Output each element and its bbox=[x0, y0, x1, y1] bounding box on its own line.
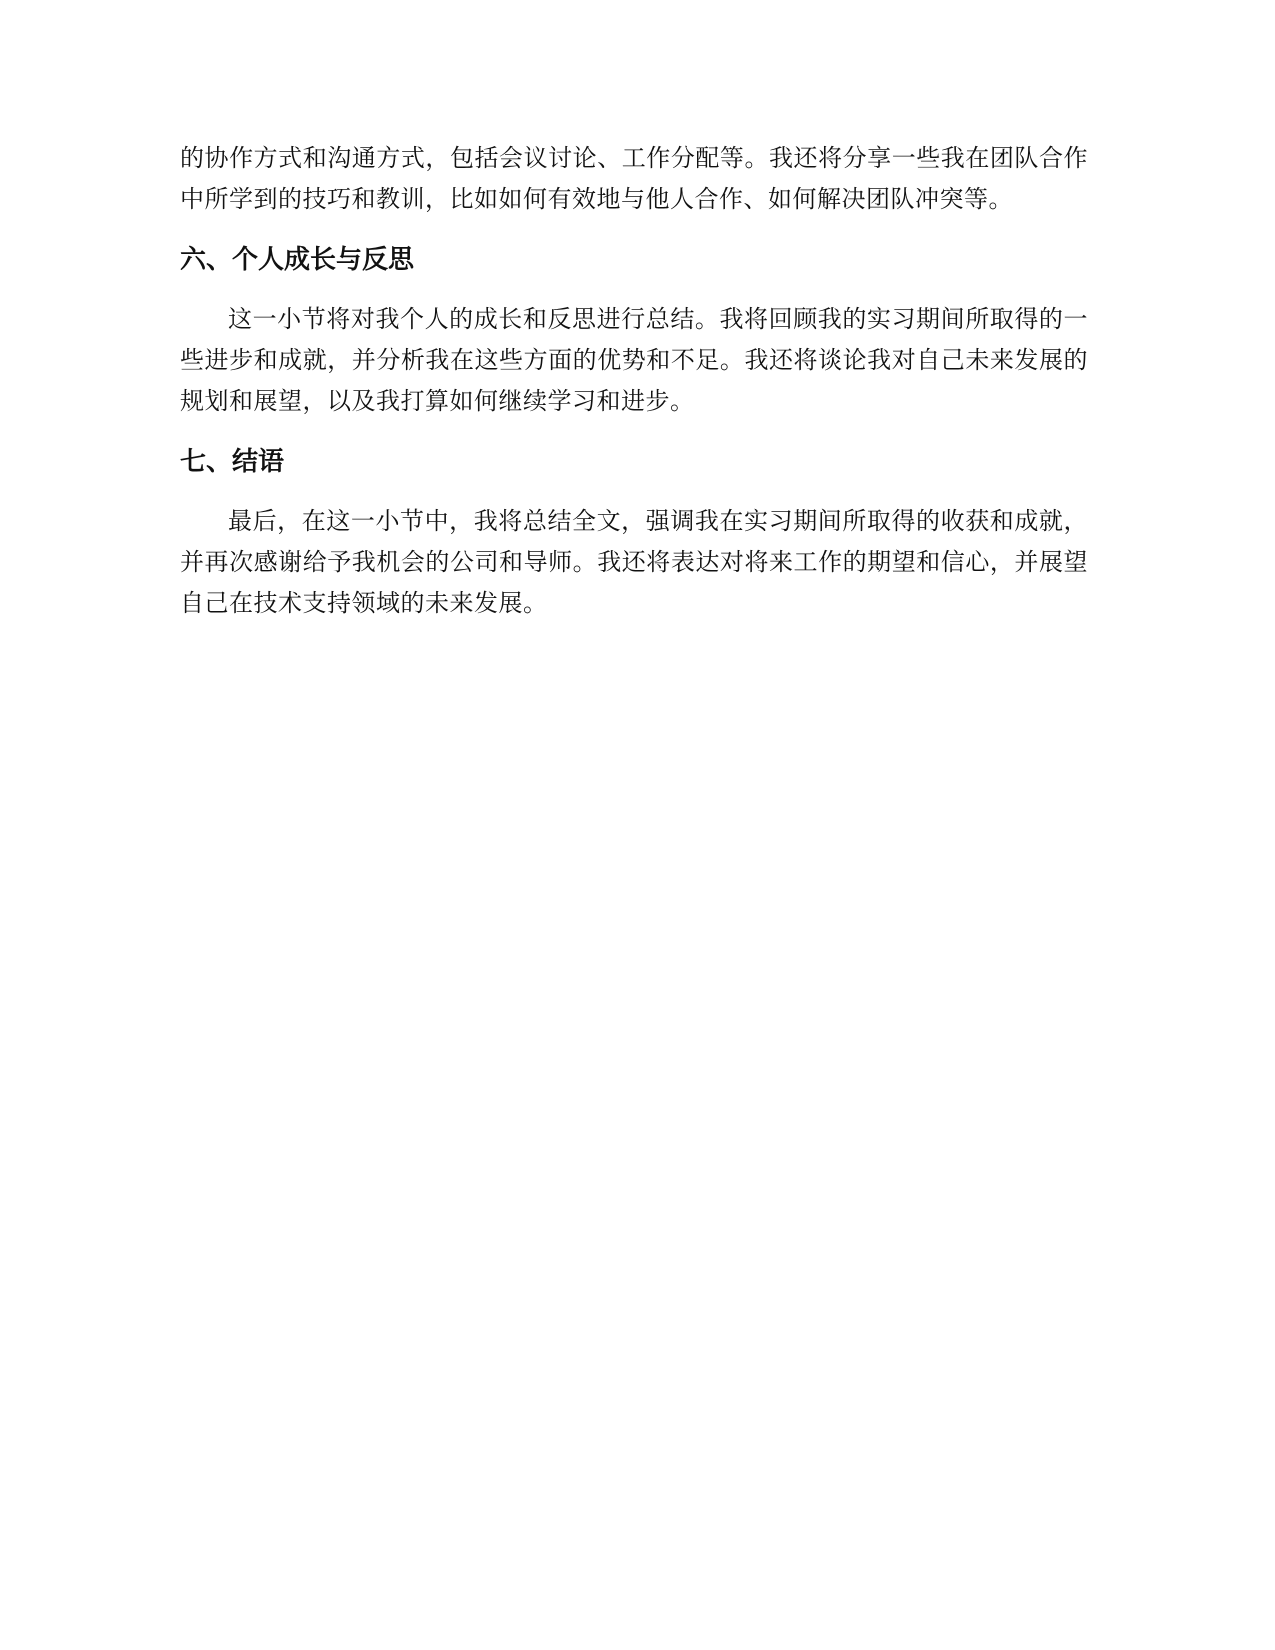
paragraph-personal-growth: 这一小节将对我个人的成长和反思进行总结。我将回顾我的实习期间所取得的一些进步和成就，并分析我在这些方面的优势和不足。我还将谈论我对自己未来发展的规划和展望，以及我打算如何继续学习和进步。 bbox=[180, 305, 1088, 415]
paragraph-conclusion: 最后，在这一小节中，我将总结全文，强调我在实习期间所取得的收获和成就，并再次感谢给予我机会的公司和导师。我还将表达对将来工作的期望和信心，并展望自己在技术支持领域的未来发展。 bbox=[180, 507, 1088, 617]
spacer bbox=[180, 480, 1088, 501]
spacer bbox=[180, 220, 1088, 242]
paragraph-teamwork-continued: 的协作方式和沟通方式，包括会议讨论、工作分配等。我还将分享一些我在团队合作中所学到的技巧和教训，比如如何有效地与他人合作、如何解决团队冲突等。 bbox=[180, 144, 1088, 213]
heading-personal-growth: 六、个人成长与反思 bbox=[180, 245, 415, 275]
spacer bbox=[180, 422, 1088, 444]
document-page bbox=[180, 138, 1088, 624]
heading-conclusion: 七、结语 bbox=[180, 447, 285, 477]
spacer bbox=[180, 278, 1088, 299]
